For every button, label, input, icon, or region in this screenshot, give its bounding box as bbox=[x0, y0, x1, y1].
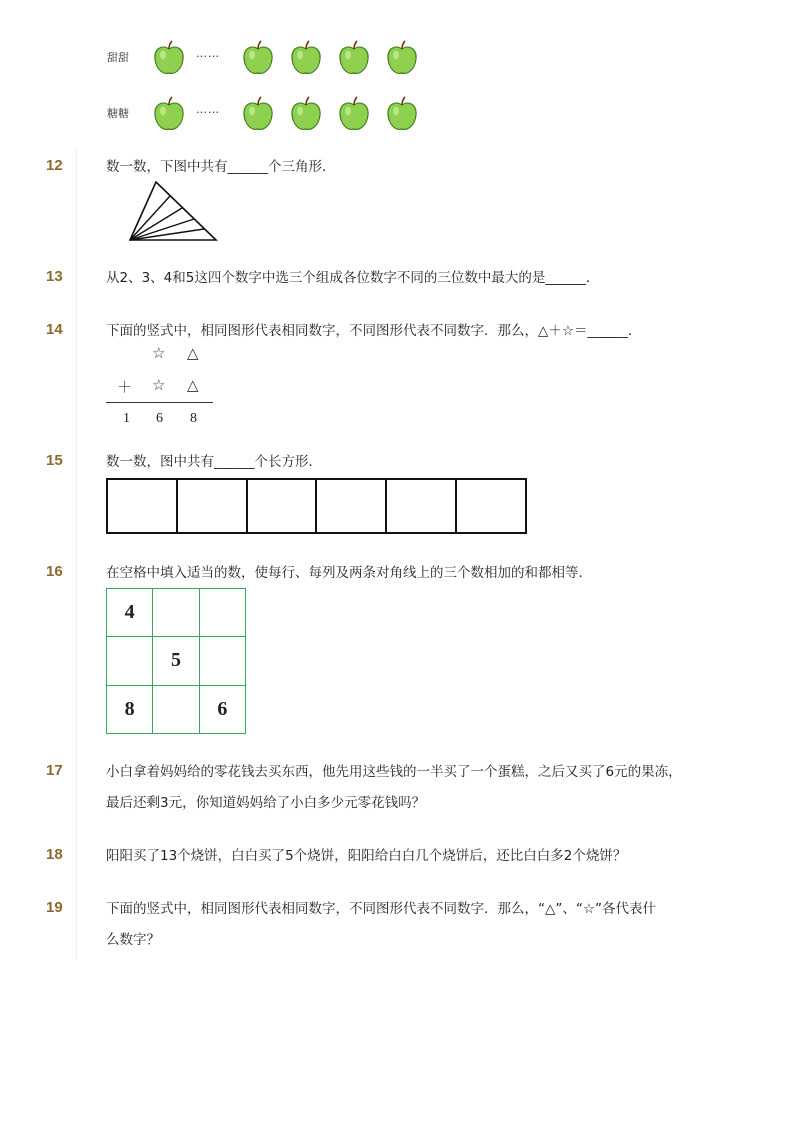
question-text: 数一数，图中共有______个长方形． bbox=[106, 454, 322, 470]
triangle-figure bbox=[124, 178, 220, 244]
sum-line bbox=[106, 402, 213, 403]
magic-square-cell[interactable]: 6 bbox=[199, 685, 245, 733]
left-margin-rule bbox=[76, 150, 77, 960]
question-number: 16 bbox=[46, 563, 63, 580]
apple-icon bbox=[153, 96, 185, 132]
magic-square-cell[interactable] bbox=[199, 589, 245, 637]
rectangle-cell bbox=[457, 480, 525, 532]
question-number: 17 bbox=[46, 762, 63, 779]
apple-icon bbox=[153, 40, 185, 76]
apple-icon bbox=[290, 96, 322, 132]
question-text: 阳阳买了13个烧饼，白白买了5个烧饼，阳阳给白白几个烧饼后，还比白白多2个烧饼？ bbox=[106, 848, 627, 864]
result-digit: 6 bbox=[156, 411, 163, 426]
question-text-line2: 最后还剩3元，你知道妈妈给了小白多少元零花钱吗？ bbox=[106, 795, 426, 811]
question-text: 在空格中填入适当的数，使每行、每列及两条对角线上的三个数相加的和都相等． bbox=[106, 565, 592, 581]
apple-row-name-tiantian: 甜甜 bbox=[107, 51, 129, 64]
apple-icon bbox=[242, 96, 274, 132]
question-text: 从2、3、4和5这四个数字中选三个组成各位数字不同的三位数中最大的是______． bbox=[106, 270, 600, 286]
question-number: 12 bbox=[46, 157, 63, 174]
apple-row-name-tangtang: 糖糖 bbox=[107, 107, 129, 120]
magic-square-cell[interactable] bbox=[153, 685, 199, 733]
magic-square-cell[interactable]: 8 bbox=[107, 685, 153, 733]
rectangle-cell bbox=[108, 480, 178, 532]
result-digit: 8 bbox=[190, 411, 197, 426]
question-text: 数一数，下图中共有______个三角形． bbox=[106, 159, 336, 175]
apple-icon bbox=[242, 40, 274, 76]
rectangle-cell bbox=[317, 480, 387, 532]
apple-icon bbox=[386, 96, 418, 132]
rectangle-strip bbox=[106, 478, 527, 534]
plus-sign: ＋ bbox=[117, 378, 133, 396]
star-symbol: ☆ bbox=[152, 344, 166, 362]
apple-icon bbox=[338, 96, 370, 132]
question-number: 19 bbox=[46, 899, 63, 916]
star-symbol: ☆ bbox=[152, 376, 166, 394]
triangle-symbol: △ bbox=[187, 376, 199, 394]
question-text-line1: 小白拿着妈妈给的零花钱去买东西，他先用这些钱的一半买了一个蛋糕，之后又买了6元的果冻， bbox=[106, 764, 682, 780]
magic-square-cell[interactable]: 4 bbox=[107, 589, 153, 637]
rectangle-cell bbox=[248, 480, 318, 532]
question-text-line1: 下面的竖式中，相同图形代表相同数字，不同图形代表不同数字．那么，“△”、“☆”各代表什 bbox=[106, 901, 656, 917]
magic-square bbox=[106, 588, 246, 734]
apple-icon bbox=[338, 40, 370, 76]
magic-square-cell[interactable]: 5 bbox=[153, 637, 199, 685]
question-number: 14 bbox=[46, 321, 63, 338]
magic-square-cell[interactable] bbox=[199, 637, 245, 685]
rectangle-cell bbox=[178, 480, 248, 532]
question-text-line2: 么数字？ bbox=[106, 932, 160, 948]
question-text: 下面的竖式中，相同图形代表相同数字，不同图形代表不同数字．那么，△＋☆＝______． bbox=[106, 323, 642, 339]
apple-row-dots: …… bbox=[196, 47, 220, 60]
apple-icon bbox=[290, 40, 322, 76]
result-digit: 1 bbox=[123, 411, 130, 426]
question-number: 15 bbox=[46, 452, 63, 469]
rectangle-cell bbox=[387, 480, 457, 532]
question-number: 13 bbox=[46, 268, 63, 285]
question-number: 18 bbox=[46, 846, 63, 863]
apple-row-dots: …… bbox=[196, 103, 220, 116]
apple-icon bbox=[386, 40, 418, 76]
magic-square-cell[interactable] bbox=[107, 637, 153, 685]
triangle-symbol: △ bbox=[187, 344, 199, 362]
magic-square-cell[interactable] bbox=[153, 589, 199, 637]
